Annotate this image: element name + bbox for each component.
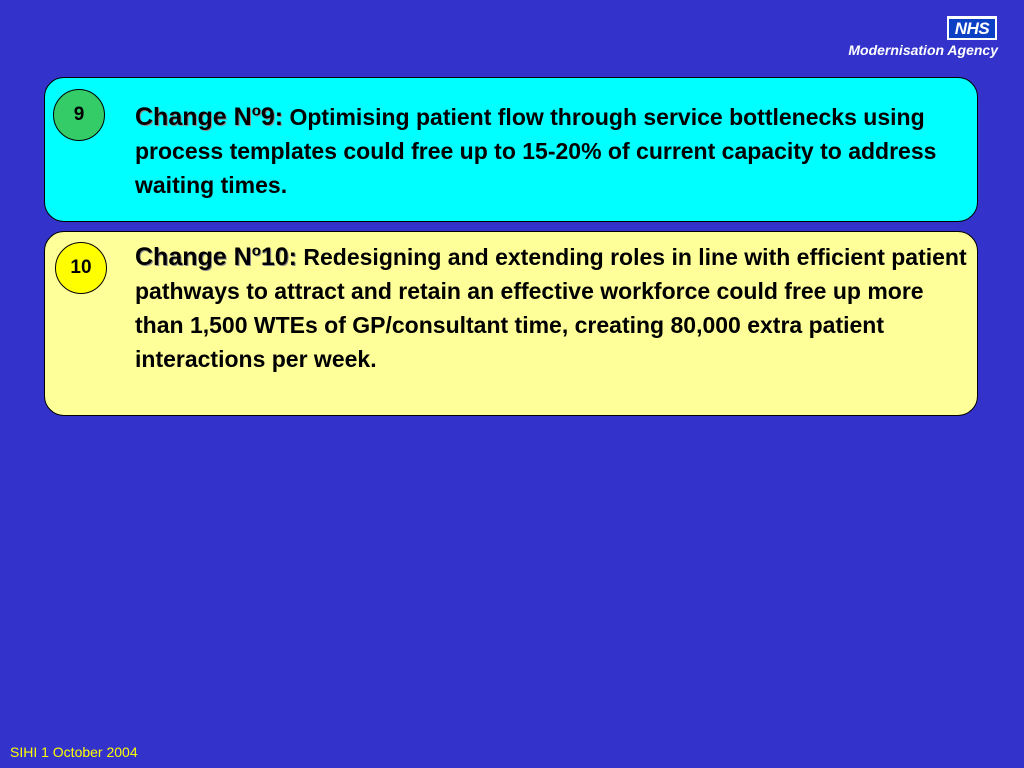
change-9-text	[135, 100, 970, 202]
change-9-body: Optimising patient flow through service bottlenecks using process templates could free up to 15-20% of current capacity to address waiting times.	[135, 104, 937, 198]
nhs-logo-text: NHS	[949, 19, 995, 38]
change-9-number-badge: 9	[53, 89, 105, 141]
footer-text: SIHI 1 October 2004	[10, 744, 138, 760]
change-10-number-badge: 10	[55, 242, 107, 294]
change-10-body: Redesigning and extending roles in line with efficient patient pathways to attract and retain an effective workforce could free up more than 1,500 WTEs of GP/consultant time, creating 80,000 extra patient interactions per week.	[135, 244, 967, 372]
change-10-text	[135, 240, 970, 376]
change-9-heading: Change $N^o9$:	[135, 102, 284, 131]
agency-name: Modernisation Agency	[848, 42, 998, 58]
change-10-heading: Change $N^o10$:	[135, 242, 297, 271]
nhs-logo	[947, 16, 997, 40]
